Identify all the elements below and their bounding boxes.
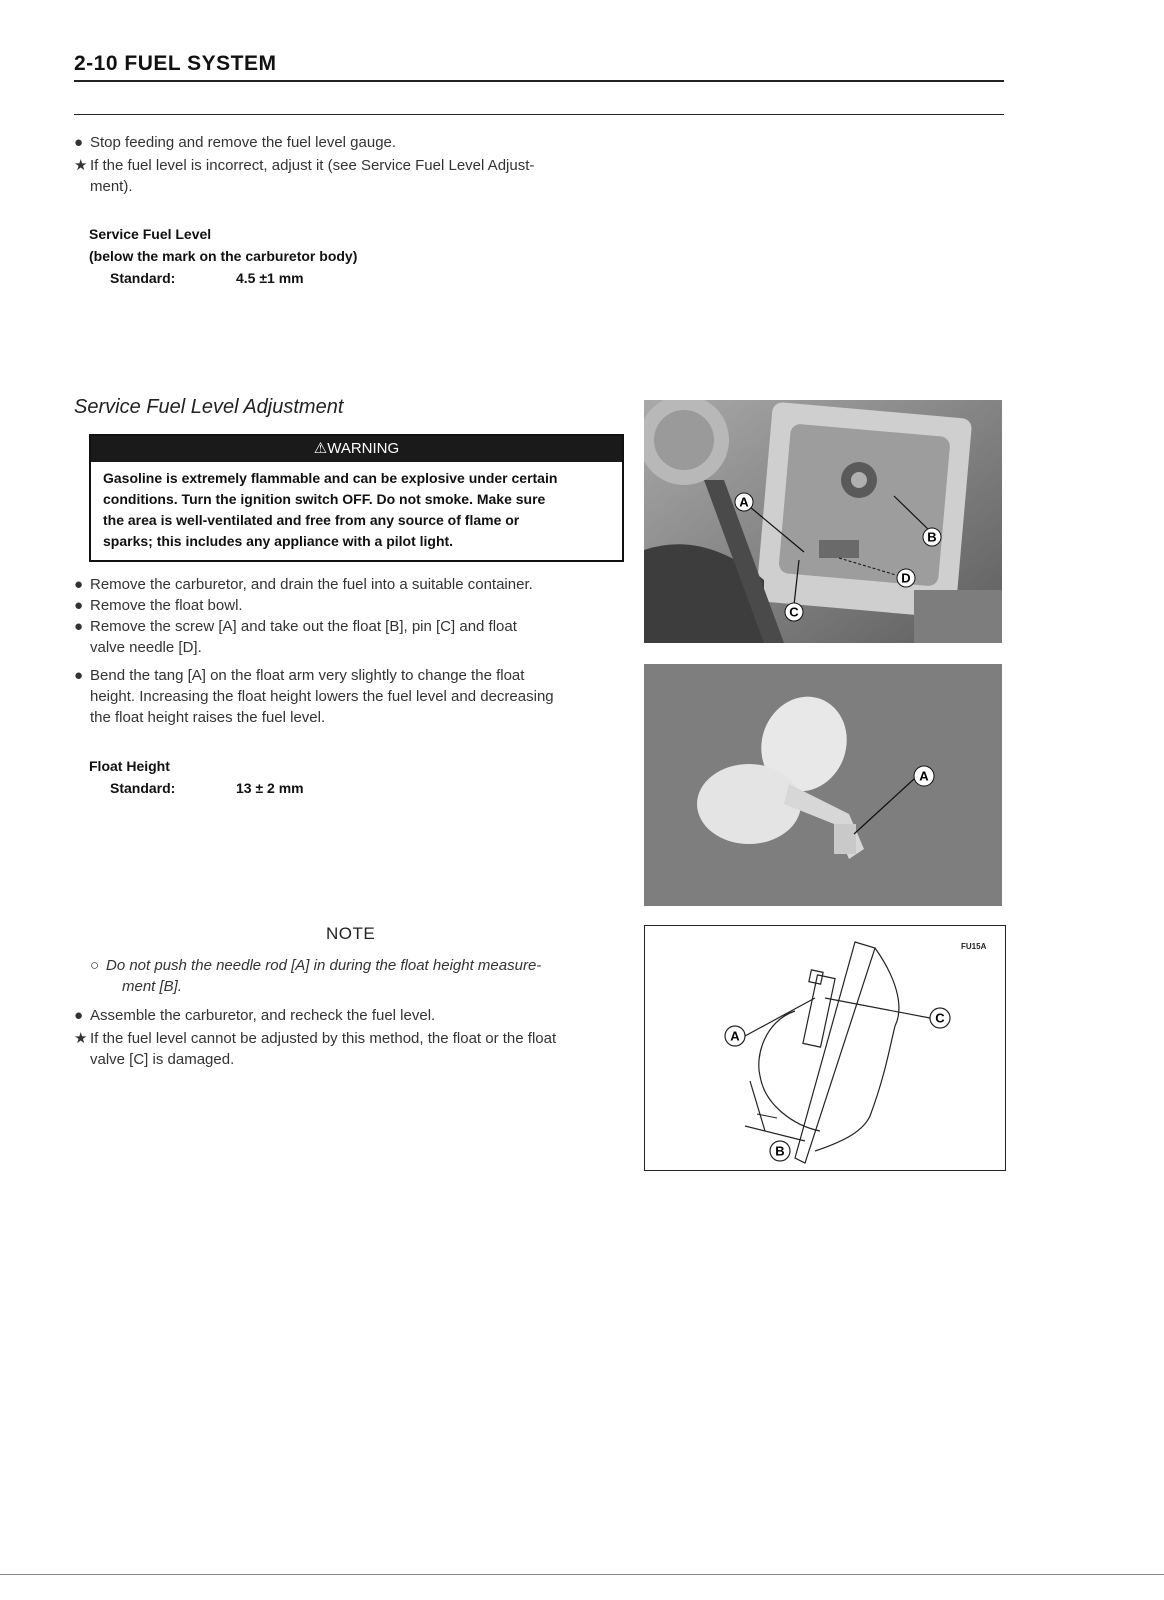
callout-a: A [919,768,929,784]
note-title: NOTE [326,924,376,943]
warning-heading: ⚠WARNING [91,436,622,462]
header-rule-top [74,80,1004,82]
bullet-icon: ● [74,576,84,593]
step-4 [74,665,524,686]
star-icon: ★ [74,157,88,174]
bullet-icon: ● [74,134,84,151]
step-6 [74,1028,556,1049]
step-1 [74,574,533,595]
note-line-1-text: Do not push the needle rod [A] in during the float height measure- [106,957,542,974]
service-fuel-level-sub: (below the mark on the carburetor body) [89,248,358,264]
step-6-cont: valve [C] is damaged. [90,1051,235,1068]
float-height-diagram [644,925,1006,1171]
intro-step-1 [74,132,396,153]
warning-line: sparks; this includes any appliance with a pilot light. [103,533,454,549]
step-5-text: Assemble the carburetor, and recheck the fuel level. [90,1007,436,1024]
step-2-text: Remove the float bowl. [90,597,243,614]
warning-body [91,462,622,552]
callout-a: A [730,1028,740,1044]
bullet-icon: ● [74,667,84,684]
header-rule-bottom [74,114,1004,115]
step-6-text: If the fuel level cannot be adjusted by this method, the float or the float [90,1030,557,1047]
intro-step-2-text: If the fuel level is incorrect, adjust it (see Service Fuel Level Adjust- [90,157,535,174]
step-4-cont-2: the float height raises the fuel level. [90,709,326,726]
float-photo [644,664,1002,906]
float-height-label: Standard: [110,780,176,796]
callout-b: B [927,529,937,545]
callout-a: A [739,494,749,510]
carburetor-photo [644,400,1002,643]
callout-b: B [775,1143,785,1159]
page-title: 2-10 FUEL SYSTEM [74,52,277,75]
warning-line: conditions. Turn the ignition switch OFF. Do not smoke. Make sure [103,491,546,507]
callout-d: D [901,570,911,586]
callout-c: C [935,1010,945,1026]
float-height-title: Float Height [89,758,170,774]
service-fuel-level-label: Standard: [110,270,176,286]
intro-step-2-cont: ment). [90,178,133,195]
service-fuel-level-title: Service Fuel Level [89,226,212,242]
note-line-1 [90,955,541,976]
intro-step-2 [74,155,534,176]
float-height-value: 13 ± 2 mm [236,780,304,796]
bullet-icon: ● [74,1007,84,1024]
warning-line: Gasoline is extremely flammable and can be explosive under certain [103,470,558,486]
note-line-2: ment [B]. [122,978,183,995]
step-5 [74,1005,435,1026]
section-title: Service Fuel Level Adjustment [74,396,344,418]
circle-bullet-icon: ○ [90,957,100,974]
intro-step-1-text: Stop feeding and remove the fuel level gauge. [90,134,397,151]
step-1-text: Remove the carburetor, and drain the fuel into a suitable container. [90,576,533,593]
step-2 [74,595,243,616]
callout-c: C [789,604,799,620]
step-4-text: Bend the tang [A] on the float arm very slightly to change the float [90,667,525,684]
bullet-icon: ● [74,597,84,614]
star-icon: ★ [74,1030,88,1047]
service-fuel-level-value: 4.5 ±1 mm [236,270,304,286]
figure-code: FU15A [961,942,987,951]
bullet-icon: ● [74,618,84,635]
step-3 [74,616,517,637]
step-4-cont-1: height. Increasing the float height lowers the fuel level and decreasing [90,688,554,705]
warning-line: the area is well-ventilated and free from any source of flame or [103,512,520,528]
footer-rule [0,1574,1164,1575]
step-3-cont: valve needle [D]. [90,639,202,656]
warning-box [89,434,624,562]
step-3-text: Remove the screw [A] and take out the float [B], pin [C] and float [90,618,517,635]
